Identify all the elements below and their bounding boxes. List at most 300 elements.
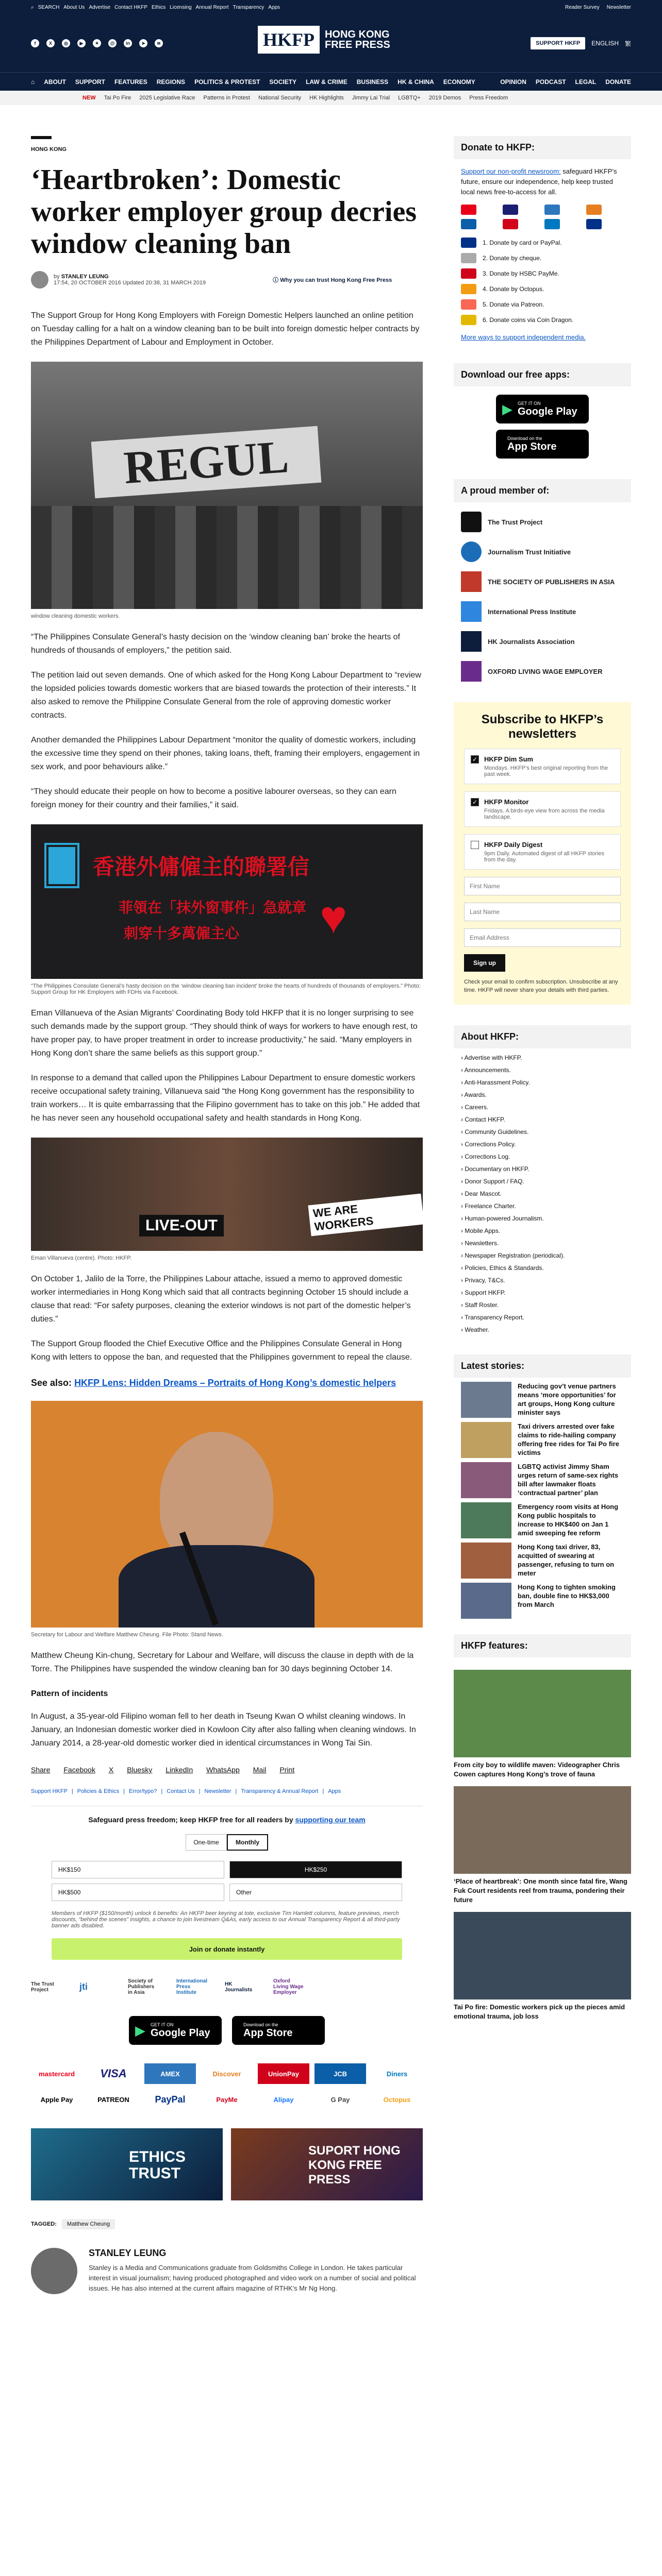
more-ways-link[interactable]: More ways to support independent media. xyxy=(461,333,586,341)
tagged-label: TAGGED: xyxy=(31,2221,57,2227)
linkedin-icon[interactable]: in xyxy=(124,39,132,47)
threads-icon[interactable]: @ xyxy=(108,39,117,47)
author-bio: Stanley is a Media and Communications graduate from Goldsmiths College in London. He takes particular interest in visual journalism; having produced photographed and video work on a number of social and political issues. He has also interned at the current affairs magazine of RTHK’s Mr Ng Hong. xyxy=(89,2264,416,2292)
nav-item[interactable]: LAW & CRIME xyxy=(306,78,347,86)
about-link[interactable]: › Newspaper Registration (periodical). xyxy=(461,1252,565,1259)
share-bluesky[interactable]: Bluesky xyxy=(127,1766,153,1774)
hkja-icon xyxy=(461,631,482,652)
latest-story[interactable] xyxy=(454,1458,631,1498)
see-also-link[interactable]: HKFP Lens: Hidden Dreams – Portraits of Hong Kong’s domestic helpers xyxy=(74,1378,396,1388)
window-icon xyxy=(46,845,77,886)
trending-link[interactable]: 2019 Demos xyxy=(428,95,461,101)
trending-bar xyxy=(0,91,662,105)
chevron-right-icon: › xyxy=(461,1079,465,1086)
protest-sign: WE ARE WORKERS xyxy=(308,1194,423,1236)
x-icon[interactable]: X xyxy=(46,39,55,47)
nav-item[interactable]: POLITICS & PROTEST xyxy=(194,78,260,86)
byline xyxy=(31,271,423,289)
nav-item[interactable]: DONATE xyxy=(605,78,631,86)
about-link[interactable]: › Staff Roster. xyxy=(461,1301,499,1309)
amex-icon xyxy=(544,205,560,215)
tags xyxy=(31,2219,423,2229)
hkja-logo[interactable]: HK Journalists xyxy=(225,1981,253,1993)
card-logos xyxy=(454,197,631,232)
latest-story[interactable] xyxy=(454,1418,631,1458)
trending-link[interactable]: HK Highlights xyxy=(309,95,344,101)
figure-4 xyxy=(31,1401,423,1638)
author-name[interactable]: STANLEY LEUNG xyxy=(89,2248,167,2258)
newsletter-option[interactable]: ✓ HKFP Monitor Fridays. A birds-eye view from across the media landscape. xyxy=(464,791,621,827)
donate-sidebar: Donate to HKFP: Support our non-profit newsroom: safeguard HKFP’s future, ensure our independence, help keep trusted local news free-to-access for all. 1. Donate by card or PayPal. 2. Donate by cheque. 3. Donate by HSBC PayMe. 4. Donate by Octopus. 5. Donate via Patreon. 6. Donate coins via Coin Dragon. More ways to support independent media. xyxy=(454,136,631,343)
story-title: Reducing gov’t venue partners means ‘more opportunities’ for art groups, Hong Kong culture minister says xyxy=(518,1382,616,1416)
youtube-icon[interactable]: ▶ xyxy=(77,39,86,47)
donate-option[interactable]: 1. Donate by card or PayPal. xyxy=(454,238,631,248)
telegram-icon[interactable]: ➤ xyxy=(139,39,147,47)
rally-photo xyxy=(31,1138,423,1251)
about-link[interactable]: › Announcements. xyxy=(461,1066,511,1074)
story-thumbnail xyxy=(461,1502,511,1538)
email-input[interactable] xyxy=(464,928,621,947)
sopa-logo[interactable]: Society of Publishers in Asia xyxy=(128,1978,155,1995)
about-link[interactable]: › Human-powered Journalism. xyxy=(461,1215,544,1222)
sidebar-heading: Latest stories: xyxy=(454,1354,631,1378)
about-sidebar xyxy=(454,1025,631,1339)
lead-paragraph: The Support Group for Hong Kong Employers with Foreign Domestic Helpers launched an online petition on Tuesday calling for a halt on a window cleaning ban to be built into foreign domestic helper contracts by the Philippines Department of Labour and Employment in October. xyxy=(31,311,420,347)
monthly-option[interactable]: Monthly xyxy=(227,1834,268,1851)
members-benefits: Members of HKFP ($150/month) unlock 6 benefits: An HKFP beer keyring at tote, exclusive Tim Hamlett columns, feature previews, merch discounts, “behind the scenes” insights, a chance to join livestream Q&As, early access to our Annual Transparency Report & all third-party banner ads disabled. xyxy=(52,1910,400,1929)
nav-item[interactable]: PODCAST xyxy=(535,78,566,86)
photo-caption: Secretary for Labour and Welfare Matthew Cheung. File Photo: Stand News. xyxy=(31,1632,223,1638)
discover-icon xyxy=(586,205,602,215)
story-thumbnail xyxy=(461,1382,511,1418)
section-rule xyxy=(31,136,52,139)
app-badges xyxy=(31,2016,423,2045)
nav-item[interactable]: SOCIETY xyxy=(269,78,297,86)
chevron-right-icon: › xyxy=(461,1277,465,1284)
top-link[interactable]: Apps xyxy=(268,4,280,10)
latest-stories xyxy=(454,1378,631,1619)
share-label: Share xyxy=(31,1766,51,1774)
footer-link[interactable]: Policies & Ethics xyxy=(77,1788,120,1794)
feature-stories xyxy=(454,1657,631,2021)
about-link[interactable]: › Corrections Policy. xyxy=(461,1141,516,1148)
play-icon: ▶ xyxy=(502,401,512,417)
jcb-logo: JCB xyxy=(315,2063,366,2084)
apps-sidebar xyxy=(454,363,631,459)
diners-logo: Diners xyxy=(386,2070,408,2078)
join-donate-button[interactable]: Join or donate instantly xyxy=(52,1938,402,1960)
nav-item[interactable]: SUPPORT xyxy=(75,78,105,86)
subheading: Pattern of incidents xyxy=(31,1689,108,1698)
byline-by: by xyxy=(54,274,60,280)
home-icon[interactable]: ⌂ xyxy=(31,78,35,86)
chevron-right-icon: › xyxy=(461,1128,465,1136)
chevron-right-icon: › xyxy=(461,1215,465,1222)
broken-heart-icon: ♥ xyxy=(320,892,347,943)
search-link[interactable]: SEARCH xyxy=(38,4,60,10)
newsletter-option[interactable]: ✓ HKFP Dim Sum Mondays. HKFP’s best original reporting from the past week. xyxy=(464,749,621,784)
discover-logo: Discover xyxy=(212,2070,241,2078)
story-title: Emergency room visits at Hong Kong public hospitals to increase to HK$400 on Jan 1 amid sweeping fee reform xyxy=(518,1503,619,1537)
newsletter-option[interactable]: HKFP Daily Digest 9pm Daily. Automated digest of all HKFP stories from the day. xyxy=(464,834,621,870)
visa-icon xyxy=(503,205,518,215)
latest-story[interactable] xyxy=(454,1538,631,1579)
sidebar xyxy=(454,105,631,2294)
social-links xyxy=(31,39,163,47)
paragraph: “The Philippines Consulate General’s hasty decision on the ‘window cleaning ban’ broke the hearts of hundreds of thousands of employers,” the petition said. xyxy=(31,633,400,655)
nav-item[interactable]: ECONOMY xyxy=(443,78,475,86)
chevron-right-icon: › xyxy=(461,1104,465,1111)
trust-link[interactable]: ⓘ Why you can trust Hong Kong Free Press xyxy=(273,277,392,283)
story-title: Hong Kong taxi driver, 83, acquitted of swearing at passenger, refusing to turn on meter xyxy=(518,1543,615,1577)
share-mail[interactable]: Mail xyxy=(253,1766,267,1774)
chevron-right-icon: › xyxy=(461,1314,465,1321)
latest-story[interactable] xyxy=(454,1378,631,1418)
facebook-icon[interactable]: f xyxy=(31,39,39,47)
top-link[interactable]: About Us xyxy=(63,4,85,10)
footer-link[interactable]: Support HKFP xyxy=(31,1788,68,1794)
feature-image xyxy=(454,1912,631,1999)
paragraph: Matthew Cheung Kin-chung, Secretary for Labour and Welfare, will discuss the clause in depth with de la Torre. The Philippines have suspended the window cleaning ban for 30 days beginning October 14. xyxy=(31,1651,414,1673)
latest-story[interactable] xyxy=(454,1498,631,1538)
ipi-logo[interactable]: International Press Institute xyxy=(176,1978,208,1995)
poster-line-1: 香港外傭僱主的聯署信 xyxy=(93,855,310,879)
donate-option[interactable]: 4. Donate by Octopus. xyxy=(454,284,631,294)
payme-logo: PayMe xyxy=(216,2095,238,2104)
cheque-icon xyxy=(461,253,476,263)
promo-banners xyxy=(31,2128,423,2200)
donate-widget: Safeguard press freedom; keep HKFP free for all readers by supporting our team One-time Monthly HK$150 HK$250 HK$500 Other Members of HKFP ($150/month) unlock 6 benefits: An HKFP beer keyring at tote, exclusive Tim Hamlett columns, feature previews, merch discounts, “behind the scenes” insights, a chance to join livestream Q&As, early access to our Annual Transparency Report & all third-party banner ads disabled. Join or donate instantly xyxy=(31,1806,423,1960)
top-link[interactable]: Licensing xyxy=(170,4,192,10)
see-also: See also: HKFP Lens: Hidden Dreams – Portraits of Hong Kong’s domestic helpers xyxy=(31,1378,396,1388)
latest-sidebar xyxy=(454,1354,631,1619)
rss-icon[interactable]: ≋ xyxy=(155,39,163,47)
jti-logo[interactable]: jti xyxy=(79,1981,88,1992)
signup-button[interactable]: Sign up xyxy=(464,954,505,972)
checkbox[interactable] xyxy=(471,841,479,849)
about-links xyxy=(454,1048,631,1339)
story-title: LGBTQ activist Jimmy Sham urges return of same-sex rights bill after lawmaker floats ‘contractual partner’ plan xyxy=(518,1463,619,1497)
paragraph: The Support Group flooded the Chief Executive Office and the Philippines Consulate General in Hong Kong with letters to oppose the ban, and requested that the Philippines government to repeal the clause. xyxy=(31,1340,412,1362)
trending-link[interactable]: Press Freedom xyxy=(469,95,508,101)
language-english[interactable]: ENGLISH xyxy=(591,40,619,47)
paypal-logo: PayPal xyxy=(155,2094,186,2105)
footer-link[interactable]: Contact Us xyxy=(167,1788,195,1794)
about-link[interactable]: › Awards. xyxy=(461,1091,487,1098)
about-link[interactable]: › Policies, Ethics & Standards. xyxy=(461,1264,544,1272)
trending-link[interactable]: National Security xyxy=(258,95,302,101)
protest-photo xyxy=(31,362,423,609)
living-wage-logo[interactable]: Oxford Living Wage Employer xyxy=(273,1978,304,1995)
share-facebook[interactable]: Facebook xyxy=(63,1766,95,1774)
unionpay-icon xyxy=(503,219,518,229)
story-thumbnail xyxy=(461,1543,511,1579)
donate-option[interactable]: 6. Donate coins via Coin Dragon. xyxy=(454,315,631,325)
share-print[interactable]: Print xyxy=(279,1766,295,1774)
feature-image xyxy=(454,1786,631,1874)
trust-project-logo[interactable]: The Trust Project xyxy=(31,1981,55,1993)
brand-header xyxy=(0,14,662,72)
amount-options xyxy=(52,1861,402,1901)
first-name-input[interactable] xyxy=(464,877,621,895)
member-item[interactable]: Journalism Trust Initiative xyxy=(461,541,624,562)
newsletter-note: Check your email to confirm subscription. Unsubscribe at any time. HKFP will never share your details with third parties. xyxy=(464,979,618,993)
about-link[interactable]: › Community Guidelines. xyxy=(461,1128,529,1136)
paragraph: In August, a 35-year-old Filipino woman fell to her death in Tseung Kwan O whilst cleaning windows. In January, an Indonesian domestic worker died in Kowloon City after also falling when cleaning windows. In January 2014, a 28-year-old domestic worker died in identical circumstances in Wong Tai Sin. xyxy=(31,1712,416,1748)
payment-methods xyxy=(31,2063,423,2110)
feature-title: Tai Po fire: Domestic workers pick up the pieces amid emotional trauma, job loss xyxy=(454,2003,625,2020)
trending-link[interactable]: Jimmy Lai Trial xyxy=(352,95,390,101)
trust-project-icon xyxy=(461,512,482,532)
member-sidebar xyxy=(454,479,631,682)
author-avatar[interactable] xyxy=(31,271,48,289)
share-linkedin[interactable]: LinkedIn xyxy=(166,1766,193,1774)
share-x[interactable]: X xyxy=(108,1766,114,1774)
play-icon: ▶ xyxy=(135,2022,145,2038)
octopus-logo: Octopus xyxy=(383,2095,411,2104)
chevron-right-icon: › xyxy=(461,1054,465,1061)
sidebar-heading: Donate to HKFP: xyxy=(454,136,631,159)
paypal-icon xyxy=(461,238,476,248)
jcb-icon xyxy=(461,219,476,229)
member-item[interactable]: The Trust Project xyxy=(461,512,624,532)
octopus-icon xyxy=(461,284,476,294)
alipay-logo: Alipay xyxy=(273,2095,294,2104)
about-link[interactable]: › Advertise with HKFP. xyxy=(461,1054,522,1061)
chevron-right-icon: › xyxy=(461,1141,465,1148)
sidebar-heading: About HKFP: xyxy=(454,1025,631,1048)
paragraph: In response to a demand that called upon the Philippines Labour Department to ensure domestic workers receive occupational safety training, Villanueva said “the Hong Kong government has the responsibility to train workers… It is quite embarrassing that the Filipino government has to take on this job.” He added that he has never seen any household occupational safety and health standards in Hong Kong. xyxy=(31,1074,420,1123)
newsletter-signup xyxy=(454,702,631,1005)
sidebar-heading: HKFP features: xyxy=(454,1634,631,1657)
top-link[interactable]: Ethics xyxy=(152,4,166,10)
trending-link[interactable]: 2025 Legislative Race xyxy=(139,95,195,101)
photo-caption: “The Philippines Consulate General’s hasty decision on the ‘window cleaning ban incident’ broke the hearts of hundreds of thousands of employers.” Photo: Support Group for HK Employers with FDHs via Facebook. xyxy=(31,983,421,995)
regularise-banner: REGUL xyxy=(91,426,322,498)
author-photo[interactable] xyxy=(31,2248,77,2294)
living-wage-icon xyxy=(461,661,482,682)
logo-line-1: HONG KONG xyxy=(324,29,390,40)
nav-item[interactable]: BUSINESS xyxy=(356,78,389,86)
top-link[interactable]: Annual Report xyxy=(195,4,229,10)
amount-option-selected[interactable]: HK$250 xyxy=(229,1861,402,1878)
mastercard-icon xyxy=(461,205,476,215)
amount-option[interactable]: HK$500 xyxy=(52,1884,224,1901)
official-photo xyxy=(31,1401,423,1628)
nav-item[interactable]: REGIONS xyxy=(156,78,186,86)
support-team-link[interactable]: supporting our team xyxy=(295,1816,366,1824)
checkbox[interactable]: ✓ xyxy=(471,755,479,764)
chevron-right-icon: › xyxy=(461,1301,465,1309)
about-link[interactable]: › Careers. xyxy=(461,1104,489,1111)
chevron-right-icon: › xyxy=(461,1252,465,1259)
page-body xyxy=(0,105,662,2294)
footer-link[interactable]: Transparency & Annual Report xyxy=(241,1788,319,1794)
story-thumbnail xyxy=(461,1462,511,1498)
story-thumbnail xyxy=(461,1422,511,1458)
share-whatsapp[interactable]: WhatsApp xyxy=(206,1766,240,1774)
share-bar xyxy=(31,1766,423,1774)
sopa-icon xyxy=(461,571,482,592)
one-time-option[interactable]: One-time xyxy=(186,1834,227,1851)
about-link[interactable]: › Anti-Harassment Policy. xyxy=(461,1079,530,1086)
suit xyxy=(119,1545,315,1628)
checkbox[interactable]: ✓ xyxy=(471,798,479,806)
about-link[interactable]: › Contact HKFP. xyxy=(461,1116,505,1123)
language-chinese[interactable]: 繁 xyxy=(624,40,631,47)
bluesky-icon[interactable]: ✦ xyxy=(93,39,101,47)
footer-link[interactable]: Newsletter xyxy=(204,1788,231,1794)
article-footer-links: Support HKFP | Policies & Ethics | Error/typo? | Contact Us | Newsletter | Transparency & Annual Report | Apps xyxy=(31,1788,341,1794)
new-label: NEW xyxy=(82,95,96,101)
about-link[interactable]: › Corrections Log. xyxy=(461,1153,510,1160)
top-link[interactable]: Advertise xyxy=(89,4,111,10)
site-logo[interactable]: HKFP HONG KONG FREE PRESS xyxy=(258,26,390,54)
paypal-icon xyxy=(586,219,602,229)
patreon-logo: PATREON xyxy=(97,2095,129,2104)
chevron-right-icon: › xyxy=(461,1202,465,1210)
about-link[interactable]: › Newsletters. xyxy=(461,1240,499,1247)
app-store-badge[interactable]: Download on the App Store xyxy=(232,2016,325,2045)
chevron-right-icon: › xyxy=(461,1326,465,1333)
support-banner[interactable]: SUPORT HONG KONG FREE PRESS xyxy=(231,2128,423,2200)
top-link[interactable]: Newsletter xyxy=(606,4,631,10)
logo-line-2: FREE PRESS xyxy=(324,39,390,50)
donate-option[interactable]: 5. Donate via Patreon. xyxy=(454,299,631,310)
article xyxy=(31,105,423,2294)
feature-story[interactable] xyxy=(454,1670,631,1779)
article-dates: 17:54, 20 OCTOBER 2016 Updated 20:38, 31 MARCH 2019 xyxy=(54,280,206,286)
top-link[interactable]: Contact HKFP xyxy=(114,4,148,10)
latest-story[interactable] xyxy=(454,1579,631,1619)
about-link[interactable]: › Dear Mascot. xyxy=(461,1190,502,1197)
author-link[interactable]: STANLEY LEUNG xyxy=(61,274,109,280)
apple-pay-logo: Apple Pay xyxy=(40,2095,73,2104)
amount-option[interactable]: HK$150 xyxy=(52,1861,224,1878)
footer-link[interactable]: Apps xyxy=(328,1788,341,1794)
feature-image xyxy=(454,1670,631,1757)
figure-3 xyxy=(31,1138,423,1261)
main-nav xyxy=(0,72,662,91)
paragraph: On October 1, Jalilo de la Torre, the Philippines Labour attache, issued a memo to approved domestic worker intermediaries in Hong Kong which said that all contracts beginning October 15 should include a clause that read: “For safety purposes, cleaning the exterior windows is not part of the domestic helper’s duties.” xyxy=(31,1275,411,1324)
poster-line-3: 刺穿十多萬僱主心 xyxy=(124,925,240,941)
top-link[interactable]: Transparency xyxy=(233,4,264,10)
frequency-toggle xyxy=(31,1834,423,1851)
coin-icon xyxy=(461,315,476,325)
trending-link[interactable]: Patterns in Protest xyxy=(203,95,250,101)
ipi-icon xyxy=(461,601,482,622)
photo-caption: window cleaning domestic workers. xyxy=(31,613,120,619)
diners-icon xyxy=(544,219,560,229)
feature-story[interactable] xyxy=(454,1786,631,1905)
about-link[interactable]: › Freelance Charter. xyxy=(461,1202,516,1210)
unionpay-logo: UnionPay xyxy=(258,2063,309,2084)
donate-option[interactable]: 2. Donate by cheque. xyxy=(454,253,631,263)
chevron-right-icon: › xyxy=(461,1091,465,1098)
section-label[interactable]: HONG KONG xyxy=(31,146,67,152)
member-item[interactable]: OXFORD LIVING WAGE EMPLOYER xyxy=(461,661,624,682)
article-title: ‘Heartbroken’: Domestic worker employer group decries window cleaning ban xyxy=(31,164,417,260)
nav-item[interactable]: ABOUT xyxy=(44,78,66,86)
google-play-badge[interactable]: ▶ GET IT ON Google Play xyxy=(129,2016,222,2045)
about-link[interactable]: › Documentary on HKFP. xyxy=(461,1165,529,1173)
chevron-right-icon: › xyxy=(461,1264,465,1272)
feature-title: ‘Place of heartbreak’: One month since fatal fire, Wang Fuk Court residents reel from trauma, pondering their future xyxy=(454,1877,627,1904)
patreon-icon xyxy=(461,299,476,310)
chevron-right-icon: › xyxy=(461,1116,465,1123)
paragraph: Another demanded the Philippines Labour Department “monitor the quality of domestic workers, including the excessive time they spend on their phones, taking loans, theft, framing their employers, engagement in sex work, and poor behaviours alike.” xyxy=(31,736,420,771)
visa-logo: VISA xyxy=(100,2067,127,2080)
features-sidebar xyxy=(454,1634,631,2021)
instagram-icon[interactable]: ◎ xyxy=(62,39,70,47)
payme-icon xyxy=(461,268,476,279)
nav-item[interactable]: FEATURES xyxy=(114,78,147,86)
about-link[interactable]: › Support HKFP. xyxy=(461,1289,506,1296)
trending-link[interactable]: Tai Po Fire xyxy=(104,95,131,101)
feature-story[interactable] xyxy=(454,1912,631,2021)
about-link[interactable]: › Transparency Report. xyxy=(461,1314,524,1321)
sidebar-heading: Download our free apps: xyxy=(454,363,631,386)
photo-caption: Eman Villanueva (centre). Photo: HKFP. xyxy=(31,1255,132,1261)
nav-item[interactable]: OPINION xyxy=(500,78,526,86)
last-name-input[interactable] xyxy=(464,903,621,921)
nav-item[interactable]: LEGAL xyxy=(575,78,597,86)
search-icon[interactable]: ⌕ xyxy=(31,4,34,10)
member-item[interactable]: International Press Institute xyxy=(461,601,624,622)
trending-link[interactable]: LGBTQ+ xyxy=(398,95,421,101)
petition-poster xyxy=(31,824,423,979)
member-item[interactable]: THE SOCIETY OF PUBLISHERS IN ASIA xyxy=(461,571,624,592)
mastercard-logo: mastercard xyxy=(38,2070,75,2078)
chevron-right-icon: › xyxy=(461,1178,465,1185)
ethics-banner[interactable]: ETHICS TRUST xyxy=(31,2128,223,2200)
member-item[interactable]: HK Journalists Association xyxy=(461,631,624,652)
chevron-right-icon: › xyxy=(461,1227,465,1234)
paragraph: Eman Villanueva of the Asian Migrants’ Coordinating Body told HKFP that it is no longer surprising to see such demands made by the support group. “They should think of ways for workers to have enough rest, to have proper pay, to have proper treatment in order to increase productivity,” he said. “Many employers in Hong Kong don’t share the same beliefs as this support group.” xyxy=(31,1009,418,1058)
about-link[interactable]: › Mobile Apps. xyxy=(461,1227,501,1234)
about-link[interactable]: › Weather. xyxy=(461,1326,490,1333)
tag-link[interactable]: Matthew Cheung xyxy=(62,2219,115,2229)
nav-item[interactable]: HK & CHINA xyxy=(398,78,434,86)
author-box xyxy=(31,2248,423,2294)
chevron-right-icon: › xyxy=(461,1066,465,1074)
google-play-badge[interactable]: ▶ GET IT ON Google Play xyxy=(496,395,589,423)
feature-title: From city boy to wildlife maven: Videographer Chris Cowen captures Hong Kong’s trove of fauna xyxy=(454,1761,620,1778)
chevron-right-icon: › xyxy=(461,1240,465,1247)
about-link[interactable]: › Privacy, T&Cs. xyxy=(461,1277,505,1284)
info-icon: ⓘ xyxy=(273,277,280,283)
amex-logo: AMEX xyxy=(144,2063,196,2084)
newsletter-title: Subscribe to HKFP’s newsletters xyxy=(481,713,604,741)
about-link[interactable]: › Donor Support / FAQ. xyxy=(461,1178,524,1185)
poster-line-2: 菲領在「抹外窗事件」急就章 xyxy=(119,900,307,916)
figure-2 xyxy=(31,824,423,995)
amount-option[interactable]: Other xyxy=(229,1884,402,1901)
story-thumbnail xyxy=(461,1583,511,1619)
chevron-right-icon: › xyxy=(461,1289,465,1296)
nonprofit-link[interactable]: Support our non-profit newsroom: xyxy=(461,167,561,175)
sidebar-heading: A proud member of: xyxy=(454,479,631,502)
paragraph: “They should educate their people on how to become a positive labourer overseas, so they can earn foreign money for their country and their families,” it said. xyxy=(31,787,396,809)
chevron-right-icon: › xyxy=(461,1153,465,1160)
app-store-badge[interactable]: Download on the App Store xyxy=(496,430,589,459)
figure-1 xyxy=(31,362,423,619)
top-link[interactable]: Reader Survey xyxy=(565,4,600,10)
donate-option[interactable]: 3. Donate by HSBC PayMe. xyxy=(454,268,631,279)
support-hkfp-button[interactable]: SUPPORT HKFP xyxy=(531,37,585,49)
top-utility-bar xyxy=(0,0,662,14)
footer-link[interactable]: Error/typo? xyxy=(128,1788,157,1794)
